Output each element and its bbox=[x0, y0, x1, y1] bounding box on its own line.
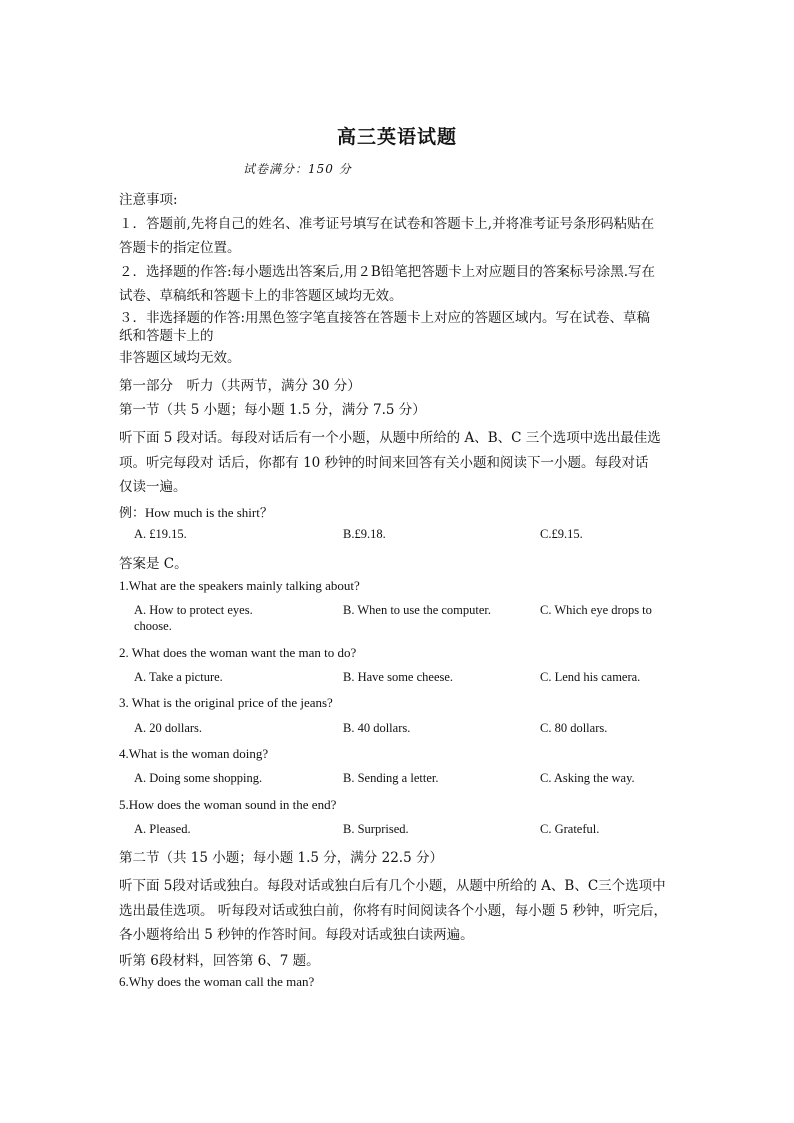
question-4-option-a: A. Doing some shopping. bbox=[134, 771, 263, 785]
material-note: 听第 6段材料，回答第 6、7 题。 bbox=[119, 953, 320, 969]
question-4-option-c: C. Asking the way. bbox=[540, 771, 635, 785]
question-6: 6.Why does the woman call the man? bbox=[119, 974, 315, 989]
question-1-option-c: C. Which eye drops to bbox=[540, 603, 652, 617]
section2-instructions: 选出最佳选项。 听每段对话或独白前，你将有时间阅读各个小题，每小题 5 秒钟，听完后， bbox=[119, 903, 667, 919]
notice-line: １．答题前,先将自己的姓名、准考证号填写在试卷和答题卡上,并将准考证号条形码粘贴在 bbox=[119, 216, 655, 232]
section1-heading: 第一节（共 5 小题；每小题 1.5 分，满分 7.5 分） bbox=[119, 402, 426, 418]
question-2-option-a: A. Take a picture. bbox=[134, 670, 223, 684]
page-title: 高三英语试题 bbox=[336, 126, 457, 148]
question-5: 5.How does the woman sound in the end? bbox=[119, 797, 337, 812]
notice-heading: 注意事项: bbox=[119, 192, 178, 208]
question-4-option-b: B. Sending a letter. bbox=[343, 771, 439, 785]
question-1: 1.What are the speakers mainly talking about? bbox=[119, 578, 360, 593]
question-5-option-b: B. Surprised. bbox=[343, 822, 409, 836]
question-5-option-c: C. Grateful. bbox=[540, 822, 600, 836]
notice-line: 答题卡的指定位置。 bbox=[119, 240, 241, 256]
example-answer: 答案是 C。 bbox=[119, 556, 188, 572]
notice-line: ３．非选择题的作答:用黑色签字笔直接答在答题卡上对应的答题区域内。写在试卷、草稿 bbox=[119, 310, 651, 326]
section1-instructions: 仅读一遍。 bbox=[119, 479, 187, 495]
section2-instructions: 听下面 5段对话或独白。每段对话或独白后有几个小题，从题中所给的 A、B、C三个选项中 bbox=[119, 878, 666, 894]
question-5-option-a: A. Pleased. bbox=[134, 822, 191, 836]
question-3-option-b: B. 40 dollars. bbox=[343, 721, 411, 735]
part1-heading: 第一部分 听力（共两节，满分 30 分） bbox=[119, 378, 361, 394]
question-1-option-wrap: choose. bbox=[134, 619, 172, 633]
question-4: 4.What is the woman doing? bbox=[119, 746, 269, 761]
section2-heading: 第二节（共 15 小题；每小题 1.5 分，满分 22.5 分） bbox=[119, 850, 443, 866]
example-option-c: C.£9.15. bbox=[540, 527, 583, 541]
total-score: 试卷满分：150 分 bbox=[243, 162, 352, 176]
question-2-option-b: B. Have some cheese. bbox=[343, 670, 454, 684]
example-option-b: B.£9.18. bbox=[343, 527, 386, 541]
notice-line: 纸和答题卡上的 bbox=[119, 328, 214, 344]
question-3-option-a: A. 20 dollars. bbox=[134, 721, 203, 735]
notice-line: ２．选择题的作答:每小题选出答案后,用２B铅笔把答题卡上对应题目的答案标号涂黑.写在 bbox=[119, 264, 656, 280]
example-option-a: A. £19.15. bbox=[134, 527, 187, 541]
section1-instructions: 项。听完每段对 话后，你都有 10 秒钟的时间来回答有关小题和阅读下一小题。每段对话 bbox=[119, 455, 649, 471]
section2-instructions: 各小题将给出 5 秒钟的作答时间。每段对话或独白读两遍。 bbox=[119, 927, 474, 943]
notice-line: 试卷、草稿纸和答题卡上的非答题区域均无效。 bbox=[119, 288, 403, 304]
question-2-option-c: C. Lend his camera. bbox=[540, 670, 641, 684]
question-3-option-c: C. 80 dollars. bbox=[540, 721, 608, 735]
question-1-option-a: A. How to protect eyes. bbox=[134, 603, 253, 617]
question-1-option-b: B. When to use the computer. bbox=[343, 603, 492, 617]
notice-line: 非答题区域均无效。 bbox=[119, 350, 241, 366]
question-2: 2. What does the woman want the man to do? bbox=[119, 645, 357, 660]
section1-instructions: 听下面 5 段对话。每段对话后有一个小题，从题中所给的 A、B、C 三个选项中选出最佳选 bbox=[119, 430, 661, 446]
example-question: 例：How much is the shirt？ bbox=[119, 505, 273, 520]
question-3: 3. What is the original price of the jeans? bbox=[119, 695, 333, 710]
